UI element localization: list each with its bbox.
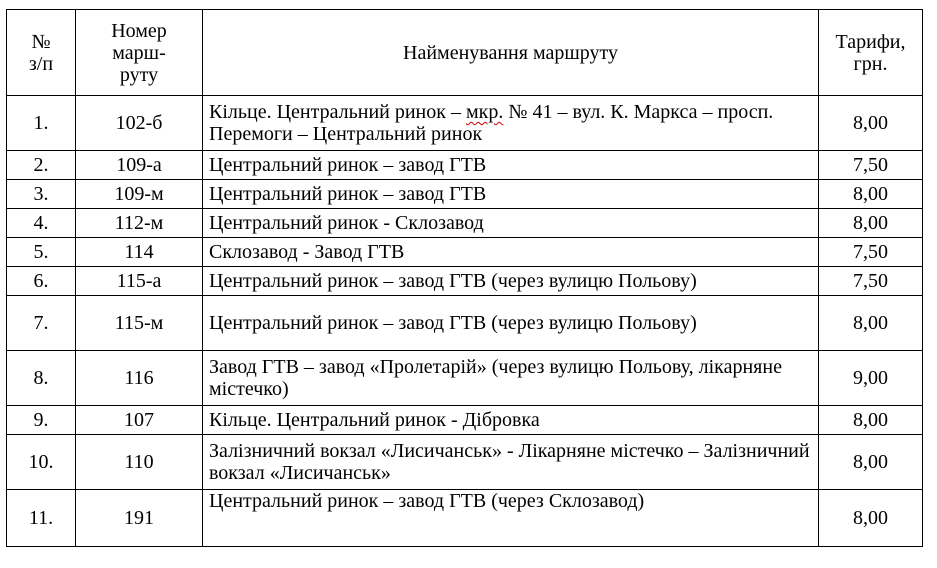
table-row	[7, 209, 923, 238]
row-number: 7.	[7, 296, 76, 351]
route-name: Центральний ринок – завод ГТВ (через Склозавод)	[203, 490, 819, 547]
route-name: Центральний ринок – завод ГТВ (через вулицю Польову)	[203, 296, 819, 351]
header-tariff-line1: Тарифи,	[835, 30, 906, 53]
route-number: 116	[76, 351, 203, 406]
route-name: Склозавод - Завод ГТВ	[203, 238, 819, 267]
tariff-value: 8,00	[819, 490, 923, 547]
row-number: 3.	[7, 180, 76, 209]
header-route-number	[76, 10, 203, 96]
route-name	[203, 96, 819, 151]
row-number: 4.	[7, 209, 76, 238]
route-number: 112-м	[76, 209, 203, 238]
table-row	[7, 238, 923, 267]
tariff-value: 9,00	[819, 351, 923, 406]
route-number: 110	[76, 435, 203, 490]
row-number: 1.	[7, 96, 76, 151]
tariff-value: 7,50	[819, 238, 923, 267]
tariff-value: 8,00	[819, 435, 923, 490]
header-route-line1: Номер	[111, 19, 167, 42]
tariff-value: 8,00	[819, 406, 923, 435]
route-number: 109-а	[76, 151, 203, 180]
table-row	[7, 406, 923, 435]
route-name: Центральний ринок – завод ГТВ (через вулицю Польову)	[203, 267, 819, 296]
route-name: Центральний ринок – завод ГТВ	[203, 180, 819, 209]
route-name: Залізничний вокзал «Лисичанськ» - Лікарняне містечко – Залізничний вокзал «Лисичанськ»	[203, 435, 819, 490]
header-tariff	[819, 10, 923, 96]
row-number: 9.	[7, 406, 76, 435]
header-route-line3: руту	[119, 63, 159, 86]
table-row	[7, 490, 923, 547]
row-number: 2.	[7, 151, 76, 180]
route-name-part: Кільце. Центральний ринок –	[209, 101, 466, 123]
header-number-line1: №	[31, 30, 51, 53]
route-name-part: № 41 – вул. К. Маркса – просп. Перемоги – Центральний ринок	[209, 101, 774, 145]
tariff-value: 7,50	[819, 151, 923, 180]
header-number-line2: з/п	[28, 52, 54, 75]
table-row	[7, 180, 923, 209]
tariff-value: 8,00	[819, 209, 923, 238]
routes-tariff-table	[6, 9, 923, 547]
header-number	[7, 10, 76, 96]
table-header-row	[7, 10, 923, 96]
table-row	[7, 96, 923, 151]
route-name: Завод ГТВ – завод «Пролетарій» (через вулицю Польову, лікарняне містечко)	[203, 351, 819, 406]
header-tariff-line2: грн.	[853, 52, 888, 75]
route-name: Центральний ринок - Склозавод	[203, 209, 819, 238]
tariff-value: 7,50	[819, 267, 923, 296]
table-row	[7, 151, 923, 180]
route-number: 109-м	[76, 180, 203, 209]
route-number: 107	[76, 406, 203, 435]
table-row	[7, 435, 923, 490]
route-name: Центральний ринок – завод ГТВ	[203, 151, 819, 180]
table-row	[7, 296, 923, 351]
row-number: 11.	[7, 490, 76, 547]
row-number: 8.	[7, 351, 76, 406]
route-name: Кільце. Центральний ринок - Дібровка	[203, 406, 819, 435]
spellcheck-flagged-word: мкр.	[465, 101, 504, 123]
row-number: 5.	[7, 238, 76, 267]
route-number: 191	[76, 490, 203, 547]
route-number: 102-б	[76, 96, 203, 151]
table-row	[7, 267, 923, 296]
tariff-value: 8,00	[819, 180, 923, 209]
tariff-value: 8,00	[819, 96, 923, 151]
row-number: 6.	[7, 267, 76, 296]
route-number: 114	[76, 238, 203, 267]
header-route-name: Найменування маршруту	[203, 10, 819, 96]
route-number: 115-а	[76, 267, 203, 296]
route-number: 115-м	[76, 296, 203, 351]
header-route-line2: марш-	[112, 41, 166, 64]
row-number: 10.	[7, 435, 76, 490]
table-row	[7, 351, 923, 406]
tariff-value: 8,00	[819, 296, 923, 351]
